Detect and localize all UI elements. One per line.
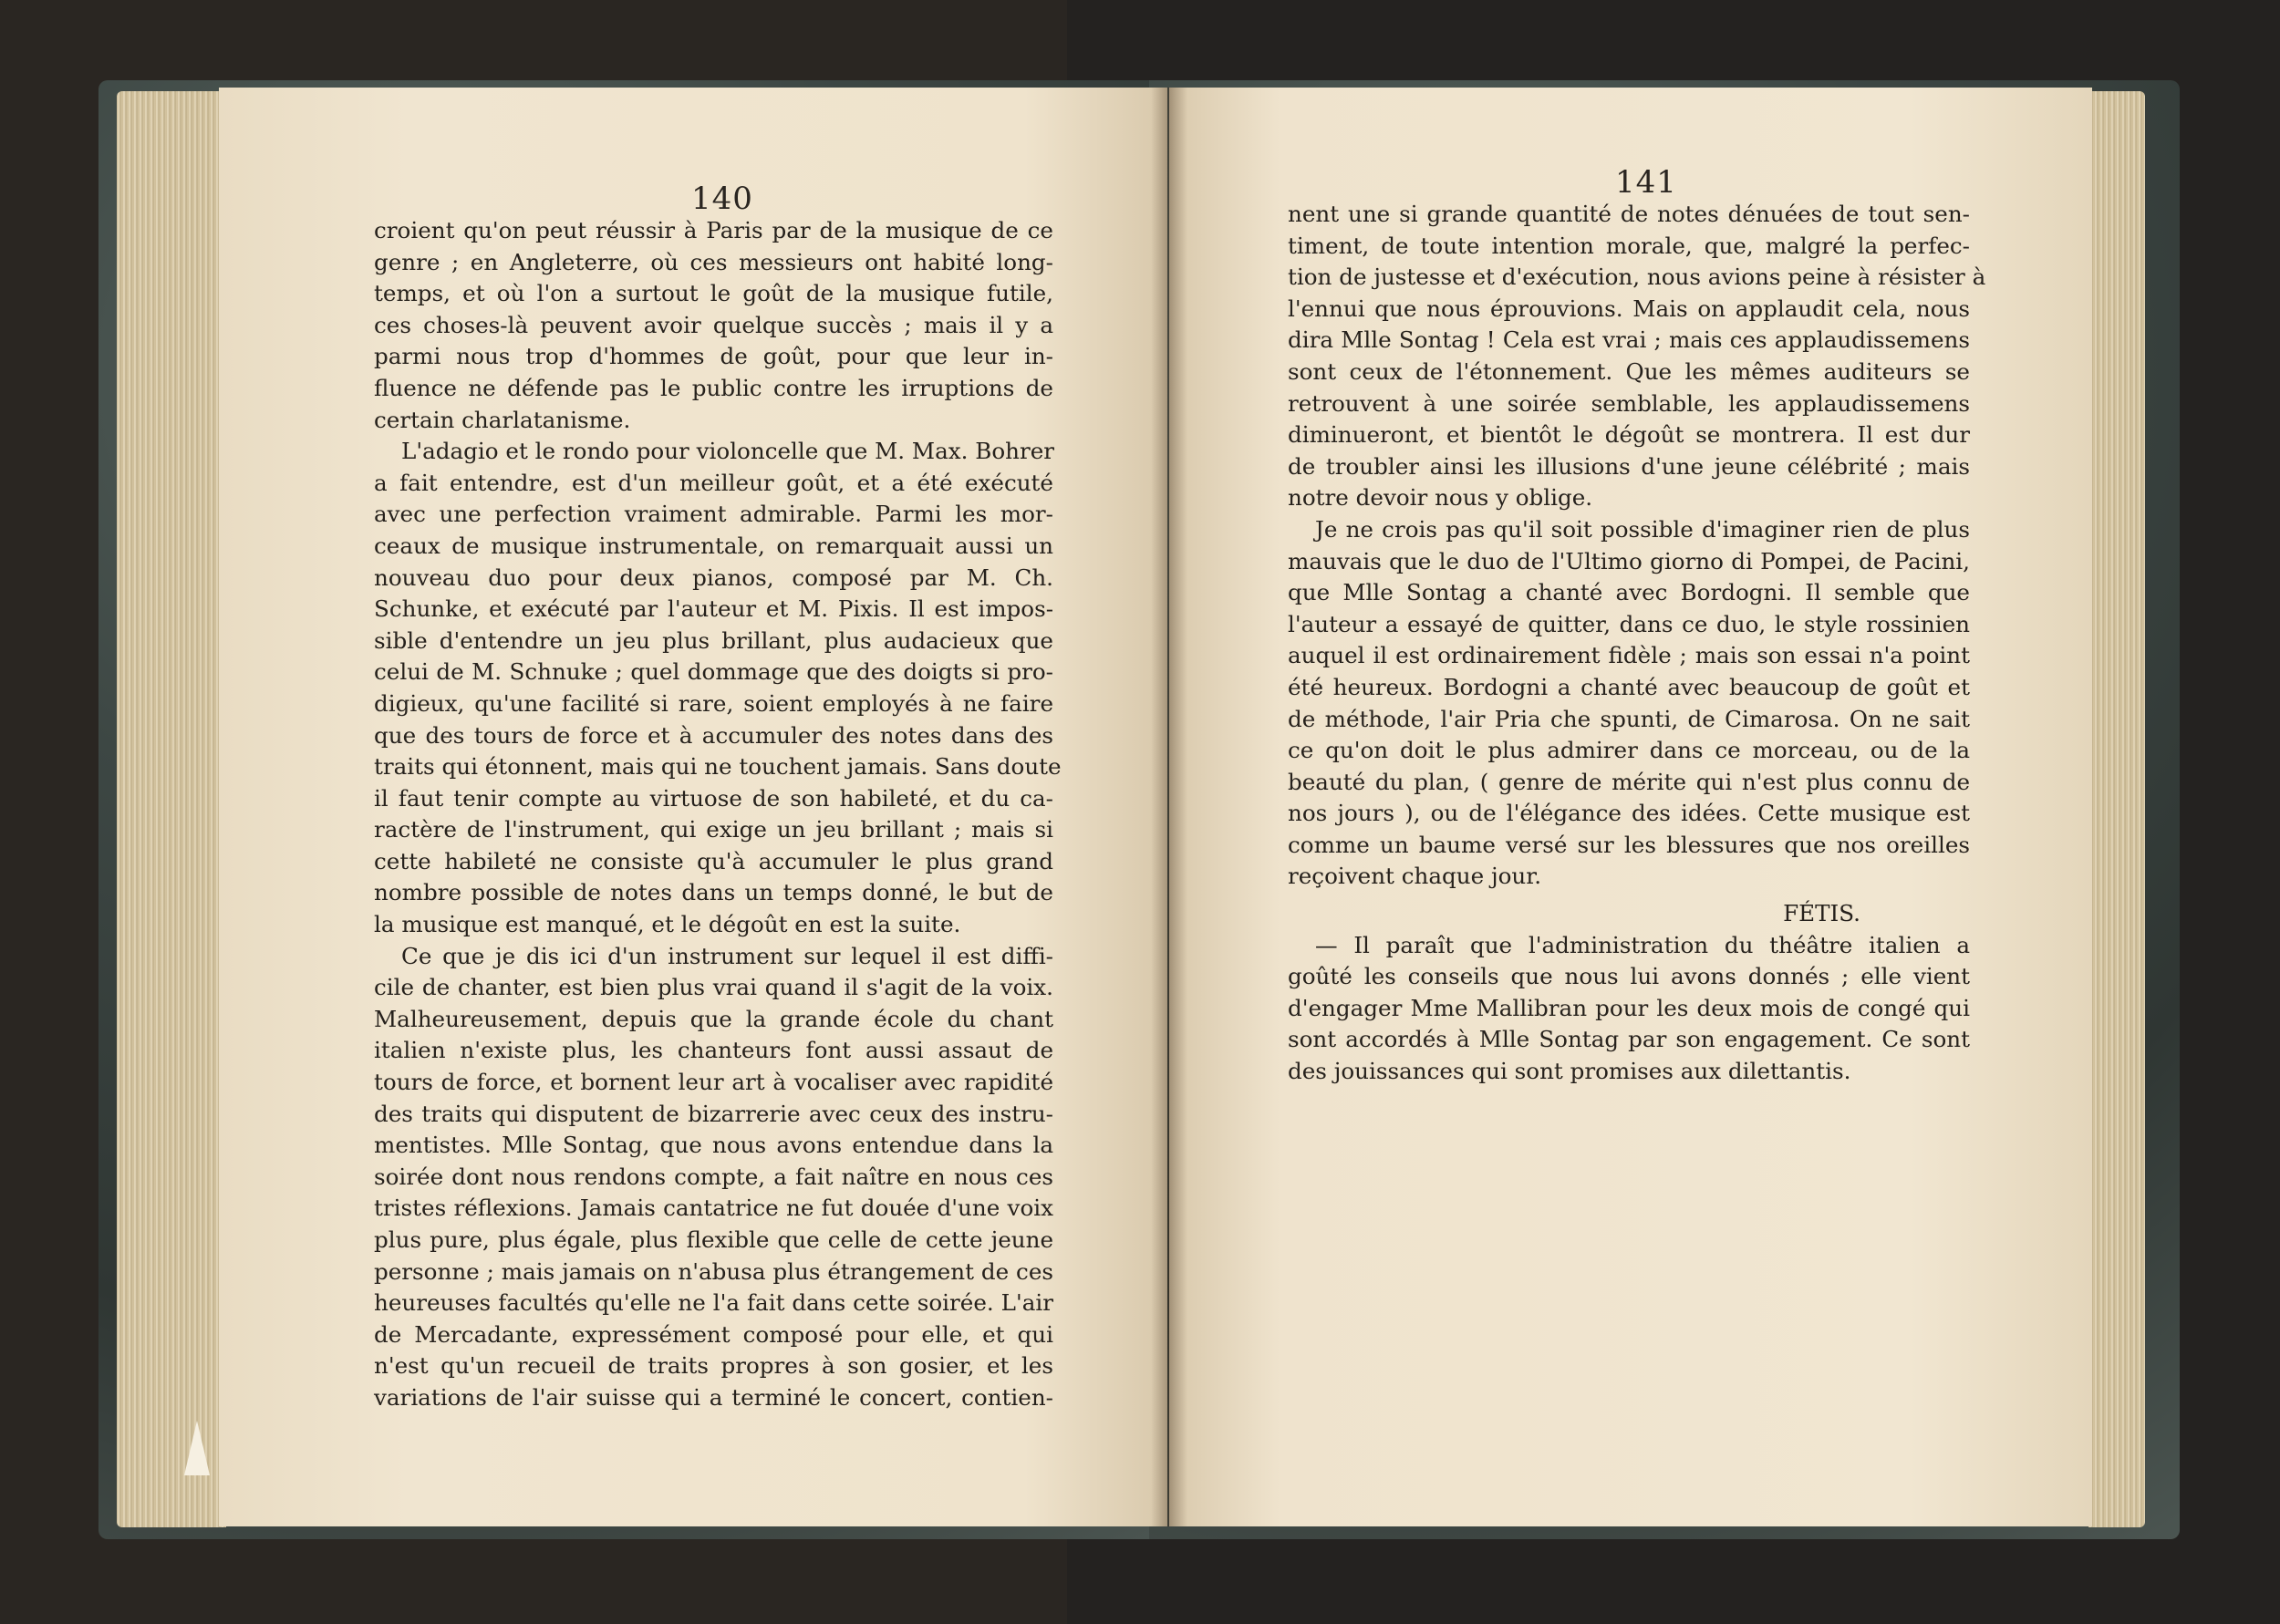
text-line: cette habileté ne consiste qu'à accumuler le plus grand bbox=[374, 847, 1053, 874]
right-page-body bbox=[1288, 199, 1986, 1088]
text-line: des jouissances qui sont promises aux dilettantis. bbox=[1288, 1058, 1851, 1085]
right-page-number: 141 bbox=[1615, 164, 1677, 201]
text-line: sible d'entendre un jeu plus brillant, plus audacieux que bbox=[374, 626, 1053, 654]
text-line: retrouvent à une soirée semblable, les applaudissemens bbox=[1288, 389, 1970, 417]
text-line: italien n'existe plus, les chanteurs font aussi assaut de bbox=[374, 1037, 1053, 1064]
text-line: goûté les conseils que nous lui avons donnés ; elle vient bbox=[1288, 963, 1970, 990]
text-line: personne ; mais jamais on n'abusa plus étrangement de ces bbox=[374, 1257, 1053, 1285]
text-line: heureuses facultés qu'elle ne l'a fait dans cette soirée. L'air bbox=[374, 1289, 1053, 1317]
text-line: genre ; en Angleterre, où ces messieurs ont habité long- bbox=[374, 248, 1053, 275]
left-page-edges bbox=[117, 91, 226, 1527]
text-line: auquel il est ordinairement fidèle ; mais son essai n'a point bbox=[1288, 642, 1970, 669]
text-line: Schunke, et exécuté par l'auteur et M. Pixis. Il est impos- bbox=[374, 595, 1053, 623]
text-line: nouveau duo pour deux pianos, composé par M. Ch. bbox=[374, 564, 1053, 591]
text-line: nent une si grande quantité de notes dénuées de tout sen- bbox=[1288, 201, 1970, 227]
text-line: Ce que je dis ici d'un instrument sur lequel il est diffi- bbox=[401, 942, 1053, 969]
text-line: nombre possible de notes dans un temps donné, le but de bbox=[374, 879, 1053, 906]
text-line: nos jours ), ou de l'élégance des idées. Cette musique est bbox=[1288, 800, 1970, 827]
text-line: soirée dont nous rendons compte, a fait naître en nous ces bbox=[374, 1163, 1053, 1190]
text-line: beauté du plan, ( genre de mérite qui n'est plus connu de bbox=[1288, 768, 1970, 795]
text-line: ceaux de musique instrumentale, on remarquait aussi un bbox=[374, 532, 1053, 559]
text-line: celui de M. Schnuke ; quel dommage que des doigts si pro- bbox=[374, 658, 1053, 686]
text-line: L'adagio et le rondo pour violoncelle que M. Max. Bohrer bbox=[401, 438, 1055, 465]
left-page-number: 140 bbox=[691, 181, 753, 217]
text-line: la musique est manqué, et le dégoût en est la suite. bbox=[374, 911, 961, 938]
text-line: tours de force, et bornent leur art à vocaliser avec rapidité bbox=[374, 1069, 1053, 1096]
text-line: que Mlle Sontag a chanté avec Bordogni. Il semble que bbox=[1288, 579, 1970, 606]
text-line: — Il paraît que l'administration du théâtre italien a bbox=[1315, 931, 1970, 958]
text-line: de troubler ainsi les illusions d'une jeune célébrité ; mais bbox=[1288, 452, 1970, 480]
text-line: plus pure, plus égale, plus flexible que celle de cette jeune bbox=[374, 1226, 1053, 1253]
text-line: d'engager Mme Mallibran pour les deux mois de congé qui bbox=[1288, 994, 1970, 1021]
text-line: tion de justesse et d'exécution, nous avions peine à résister à bbox=[1288, 264, 1986, 291]
text-line: Malheureusement, depuis que la grande école du chant bbox=[374, 1005, 1053, 1032]
text-line: mauvais que le duo de l'Ultimo giorno di Pompei, de Pacini, bbox=[1288, 547, 1970, 574]
bookmark-ribbon bbox=[184, 1421, 210, 1475]
text-line: diminueront, et bientôt le dégoût se montrera. Il est dur bbox=[1288, 421, 1970, 449]
text-line: ces choses-là peuvent avoir quelque succès ; mais il y a bbox=[374, 311, 1053, 338]
text-line: fluence ne défende pas le public contre les irruptions de bbox=[374, 374, 1053, 401]
text-line: n'est qu'un recueil de traits propres à son gosier, et les bbox=[374, 1352, 1053, 1380]
text-line: avec une perfection vraiment admirable. Parmi les mor- bbox=[374, 501, 1053, 528]
text-line: comme un baume versé sur les blessures que nos oreilles bbox=[1288, 831, 1970, 858]
text-line: Je ne crois pas qu'il soit possible d'imaginer rien de plus bbox=[1315, 515, 1970, 543]
text-line: certain charlatanisme. bbox=[374, 406, 631, 433]
text-line: l'ennui que nous éprouvions. Mais on applaudit cela, nous bbox=[1288, 295, 1970, 322]
author-signature: FÉTIS. bbox=[1783, 900, 1860, 927]
text-line: tristes réflexions. Jamais cantatrice ne fut douée d'une voix bbox=[374, 1195, 1053, 1222]
text-line: des traits qui disputent de bizarrerie avec ceux des instru- bbox=[374, 1100, 1053, 1127]
text-line: traits qui étonnent, mais qui ne touchent jamais. Sans doute bbox=[374, 753, 1062, 781]
text-line: sont accordés à Mlle Sontag par son engagement. Ce sont bbox=[1288, 1026, 1970, 1053]
text-line: l'auteur a essayé de quitter, dans ce duo, le style rossinien bbox=[1288, 610, 1970, 637]
text-line: temps, et où l'on a surtout le goût de la musique futile, bbox=[374, 280, 1053, 307]
text-line: que des tours de force et à accumuler des notes dans des bbox=[374, 721, 1053, 749]
book-gutter bbox=[1151, 88, 1187, 1526]
text-line: notre devoir nous y oblige. bbox=[1288, 484, 1593, 512]
text-line: variations de l'air suisse qui a terminé le concert, contien- bbox=[374, 1383, 1053, 1411]
text-line: de Mercadante, expressément composé pour elle, et qui bbox=[374, 1320, 1053, 1348]
right-page-edges bbox=[2088, 91, 2145, 1527]
text-line: mentistes. Mlle Sontag, que nous avons entendue dans la bbox=[374, 1132, 1053, 1159]
text-line: croient qu'on peut réussir à Paris par de la musique de ce bbox=[374, 217, 1053, 243]
text-line: ce qu'on doit le plus admirer dans ce morceau, ou de la bbox=[1288, 737, 1970, 764]
text-line: reçoivent chaque jour. bbox=[1288, 863, 1542, 890]
text-line: dira Mlle Sontag ! Cela est vrai ; mais ces applaudissemens bbox=[1288, 326, 1970, 354]
text-line: digieux, qu'une facilité si rare, soient employés à ne faire bbox=[374, 689, 1053, 717]
text-line: de méthode, l'air Pria che spunti, de Cimarosa. On ne sait bbox=[1288, 705, 1970, 732]
text-line: cile de chanter, est bien plus vrai quand il s'agit de la voix. bbox=[374, 974, 1053, 1001]
text-line: été heureux. Bordogni a chanté avec beaucoup de goût et bbox=[1288, 673, 1970, 700]
text-line: a fait entendre, est d'un meilleur goût, et a été exécuté bbox=[374, 469, 1053, 496]
text-line: il faut tenir compte au virtuose de son habileté, et du ca- bbox=[374, 784, 1053, 812]
left-page-body bbox=[374, 215, 1062, 1414]
text-line: parmi nous trop d'hommes de goût, pour que leur in- bbox=[374, 343, 1053, 370]
text-line: ractère de l'instrument, qui exige un jeu brillant ; mais si bbox=[374, 816, 1053, 843]
text-line: sont ceux de l'étonnement. Que les mêmes auditeurs se bbox=[1288, 357, 1970, 385]
text-line: timent, de toute intention morale, que, malgré la perfec- bbox=[1288, 232, 1970, 259]
